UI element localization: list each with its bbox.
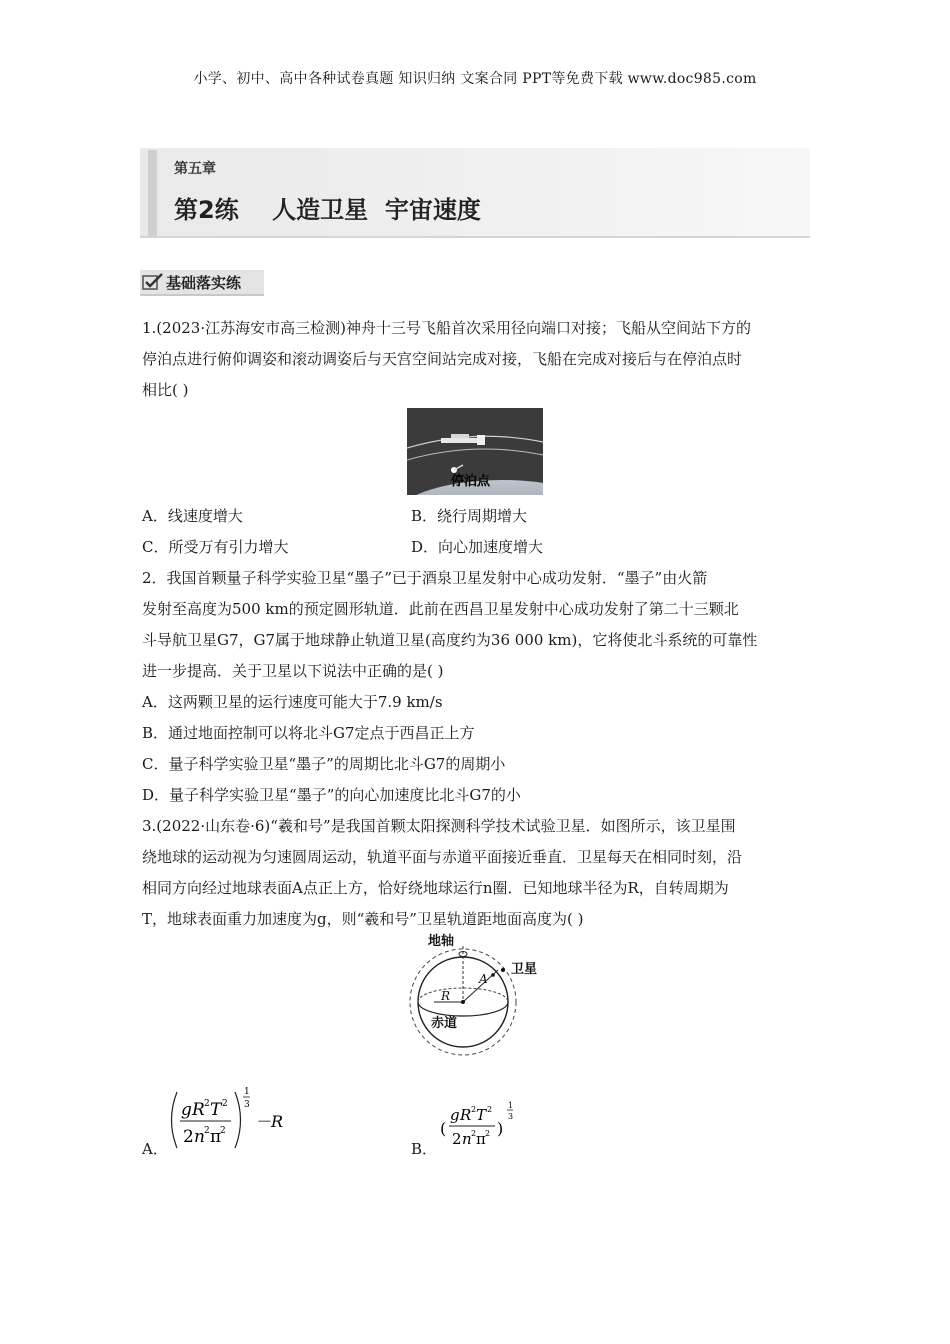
formula-two: 2 bbox=[183, 1127, 194, 1147]
banner-left-bar bbox=[148, 150, 157, 236]
orbit-diagram bbox=[404, 932, 546, 1070]
banner-bottom-line bbox=[140, 236, 810, 238]
satellite-dot bbox=[501, 968, 505, 972]
exponent-b-numerator: 1 bbox=[508, 1101, 514, 1110]
q1-option-c: C．所受万有引力增大 bbox=[142, 538, 289, 556]
docking-photo bbox=[407, 408, 543, 495]
formula-t: T bbox=[210, 1100, 222, 1120]
q3-line-3: 相同方向经过地球表面A点正上方，恰好绕地球运行n圈．已知地球半径为R，自转周期为 bbox=[142, 879, 729, 897]
earth-axis-label: 地轴 bbox=[428, 934, 455, 949]
formula-b-pi-exp: 2 bbox=[485, 1129, 491, 1138]
q3-option-b-label: B． bbox=[411, 1140, 438, 1158]
formula-b-r-exp: 2 bbox=[471, 1105, 477, 1114]
q3-option-a-formula bbox=[165, 1082, 295, 1154]
parking-point-label: 停泊点 bbox=[451, 474, 491, 489]
q2-line-2: 发射至高度为500 km的预定圆形轨道．此前在西昌卫星发射中心成功发射了第二十三颗北 bbox=[142, 600, 739, 618]
docking-figure bbox=[407, 408, 543, 495]
q1-line-2: 停泊点进行俯仰调姿和滚动调姿后与天宫空间站完成对接，飞船在完成对接后与在停泊点时 bbox=[142, 350, 743, 368]
q3-option-a-label: A． bbox=[142, 1140, 168, 1158]
lesson-title: 第2练 人造卫星 宇宙速度 bbox=[174, 196, 481, 224]
formula-r-exp: 2 bbox=[204, 1099, 210, 1109]
formula-b-g: g bbox=[450, 1106, 460, 1124]
q2-line-3: 斗导航卫星G7，G7属于地球静止轨道卫星(高度约为36 000 km)，它将使北斗系统的可靠性 bbox=[142, 631, 758, 649]
chapter-label: 第五章 bbox=[174, 161, 216, 177]
formula-pi-exp: 2 bbox=[220, 1126, 226, 1136]
q1-line-3: 相比( ) bbox=[142, 381, 189, 399]
exponent-numerator: 1 bbox=[244, 1087, 250, 1097]
formula-n-exp: 2 bbox=[204, 1126, 210, 1136]
formula-b-pi: π bbox=[476, 1130, 486, 1148]
chapter-banner bbox=[140, 148, 810, 238]
q1-option-d: D．向心加速度增大 bbox=[411, 538, 544, 556]
formula-n: n bbox=[194, 1127, 205, 1147]
section-label: 基础落实练 bbox=[166, 274, 242, 292]
formula-r: R bbox=[192, 1100, 205, 1120]
paren-close: ) bbox=[497, 1119, 504, 1138]
q3-line-2: 绕地球的运动视为匀速圆周运动，轨道平面与赤道平面接近垂直．卫星每天在相同时刻，沿 bbox=[142, 848, 743, 866]
q2-option-c: C．量子科学实验卫星“墨子”的周期比北斗G7的周期小 bbox=[142, 755, 506, 773]
exponent-b-denominator: 3 bbox=[508, 1112, 514, 1121]
formula-t-exp: 2 bbox=[222, 1099, 228, 1109]
q3-option-b-formula bbox=[438, 1098, 528, 1154]
q1-line-1: 1.(2023·江苏海安市高三检测)神舟十三号飞船首次采用径向端口对接；飞船从空间站下方的 bbox=[142, 319, 751, 337]
paren-open: ( bbox=[440, 1119, 447, 1138]
checkbox-check-icon bbox=[142, 273, 164, 291]
q3-line-4: T，地球表面重力加速度为g，则“羲和号”卫星轨道距地面高度为( ) bbox=[142, 910, 584, 928]
radius-label: R bbox=[441, 989, 451, 1003]
q2-option-d: D．量子科学实验卫星“墨子”的向心加速度比北斗G7的小 bbox=[142, 786, 521, 804]
formula-minus-r: －R bbox=[255, 1112, 284, 1131]
formula-b-n-exp: 2 bbox=[471, 1129, 477, 1138]
section-heading bbox=[140, 270, 264, 296]
q1-option-b: B．绕行周期增大 bbox=[411, 507, 528, 525]
point-a-dot bbox=[491, 973, 495, 977]
formula-b-t-exp: 2 bbox=[487, 1105, 493, 1114]
page-header: 小学、初中、高中各种试卷真题 知识归纳 文案合同 PPT等免费下载 www.doc985.com bbox=[193, 71, 757, 87]
formula-b-t: T bbox=[476, 1106, 487, 1124]
formula-b-n: n bbox=[462, 1130, 472, 1148]
formula-pi: π bbox=[210, 1127, 222, 1147]
formula-g: g bbox=[181, 1100, 192, 1120]
q2-line-4: 进一步提高．关于卫星以下说法中正确的是( ) bbox=[142, 662, 444, 680]
equator-label: 赤道 bbox=[431, 1016, 458, 1031]
q2-line-1: 2．我国首颗量子科学实验卫星“墨子”已于酒泉卫星发射中心成功发射．“墨子”由火箭 bbox=[142, 569, 708, 587]
formula-b-r: R bbox=[460, 1106, 472, 1124]
orbit-diagram-svg bbox=[404, 932, 546, 1070]
q1-option-a: A．线速度增大 bbox=[142, 507, 243, 525]
q3-line-1: 3.(2022·山东卷·6)“羲和号”是我国首颗太阳探测科学技术试验卫星．如图所示，该卫星围 bbox=[142, 817, 736, 835]
q2-option-a: A．这两颗卫星的运行速度可能大于7.9 km/s bbox=[142, 693, 443, 711]
point-a-label: A bbox=[479, 972, 488, 986]
exponent-denominator: 3 bbox=[244, 1100, 250, 1110]
satellite-label: 卫星 bbox=[511, 962, 538, 977]
q2-option-b: B．通过地面控制可以将北斗G7定点于西昌正上方 bbox=[142, 724, 475, 742]
formula-b-two: 2 bbox=[452, 1130, 462, 1148]
